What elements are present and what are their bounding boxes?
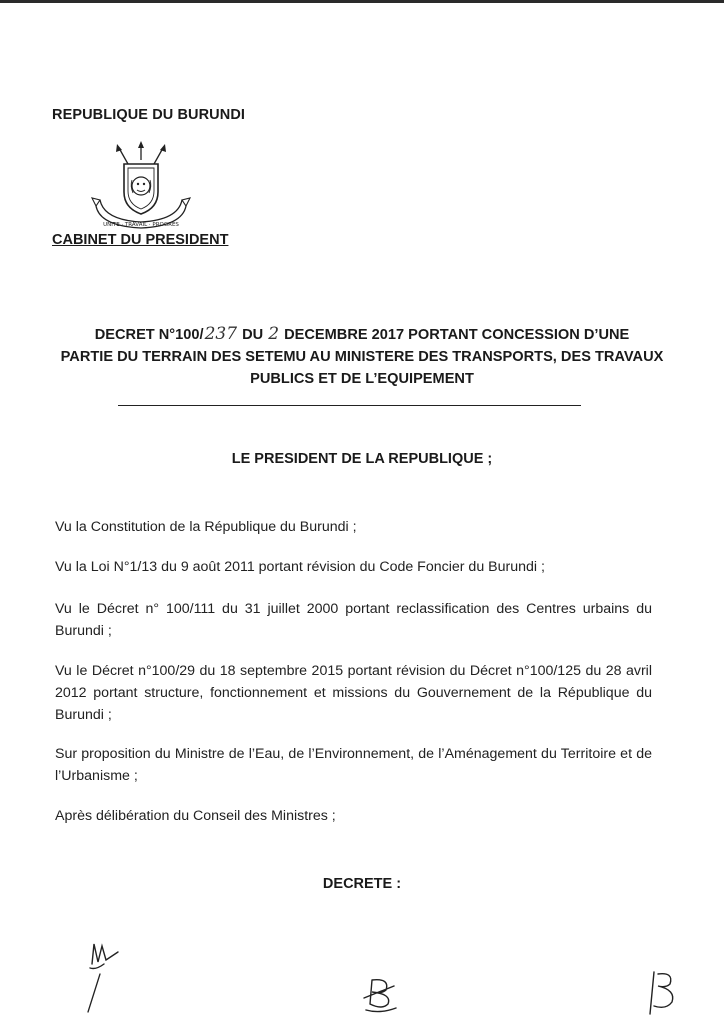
title-divider	[118, 405, 581, 406]
consideration-5: Sur proposition du Ministre de l’Eau, de l’Environnement, de l’Aménagement du Territoire et de l’Urbanisme ;	[55, 746, 652, 784]
republic-heading: REPUBLIQUE DU BURUNDI	[52, 107, 246, 123]
decree-title	[40, 323, 684, 390]
handwritten-decree-number: 237	[204, 324, 238, 344]
coat-of-arms-emblem	[88, 140, 194, 232]
emblem-motto: UNITE · TRAVAIL · PROGRES	[103, 222, 179, 228]
title-du: DU	[238, 327, 268, 343]
consideration-3: Vu le Décret n° 100/111 du 31 juillet 2000 portant reclassification des Centres urbains du Burundi ;	[55, 601, 652, 639]
title-suffix: DECEMBRE 2017 PORTANT CONCESSION D’UNE	[280, 327, 630, 343]
consideration-2: Vu la Loi N°1/13 du 9 août 2011 portant révision du Code Foncier du Burundi ;	[55, 559, 545, 575]
title-prefix: DECRET N°100/	[94, 327, 204, 343]
title-line-2: PARTIE DU TERRAIN DES SETEMU AU MINISTERE DES TRANSPORTS, DES TRAVAUX	[60, 349, 664, 365]
consideration-4: Vu le Décret n°100/29 du 18 septembre 2015 portant révision du Décret n°100/125 du 28 avril 2012 portant structure, fonctionnement et missions du Gouvernement de la République du Burundi ;	[55, 663, 652, 723]
consideration-1: Vu la Constitution de la République du Burundi ;	[55, 519, 357, 535]
cabinet-heading: CABINET DU PRESIDENT	[52, 232, 229, 248]
initials-signature-right	[644, 964, 684, 1020]
initials-signature-center	[360, 974, 404, 1018]
title-line-1	[40, 323, 684, 346]
scan-top-edge	[0, 0, 724, 3]
handwritten-day: 2	[268, 324, 280, 344]
decrete-heading: DECRETE :	[322, 876, 402, 892]
consideration-6: Après délibération du Conseil des Ministres ;	[55, 808, 336, 824]
title-line-3: PUBLICS ET DE L’EQUIPEMENT	[250, 371, 474, 387]
president-heading: LE PRESIDENT DE LA REPUBLIQUE ;	[231, 451, 493, 467]
initials-signature-left	[84, 934, 132, 1014]
